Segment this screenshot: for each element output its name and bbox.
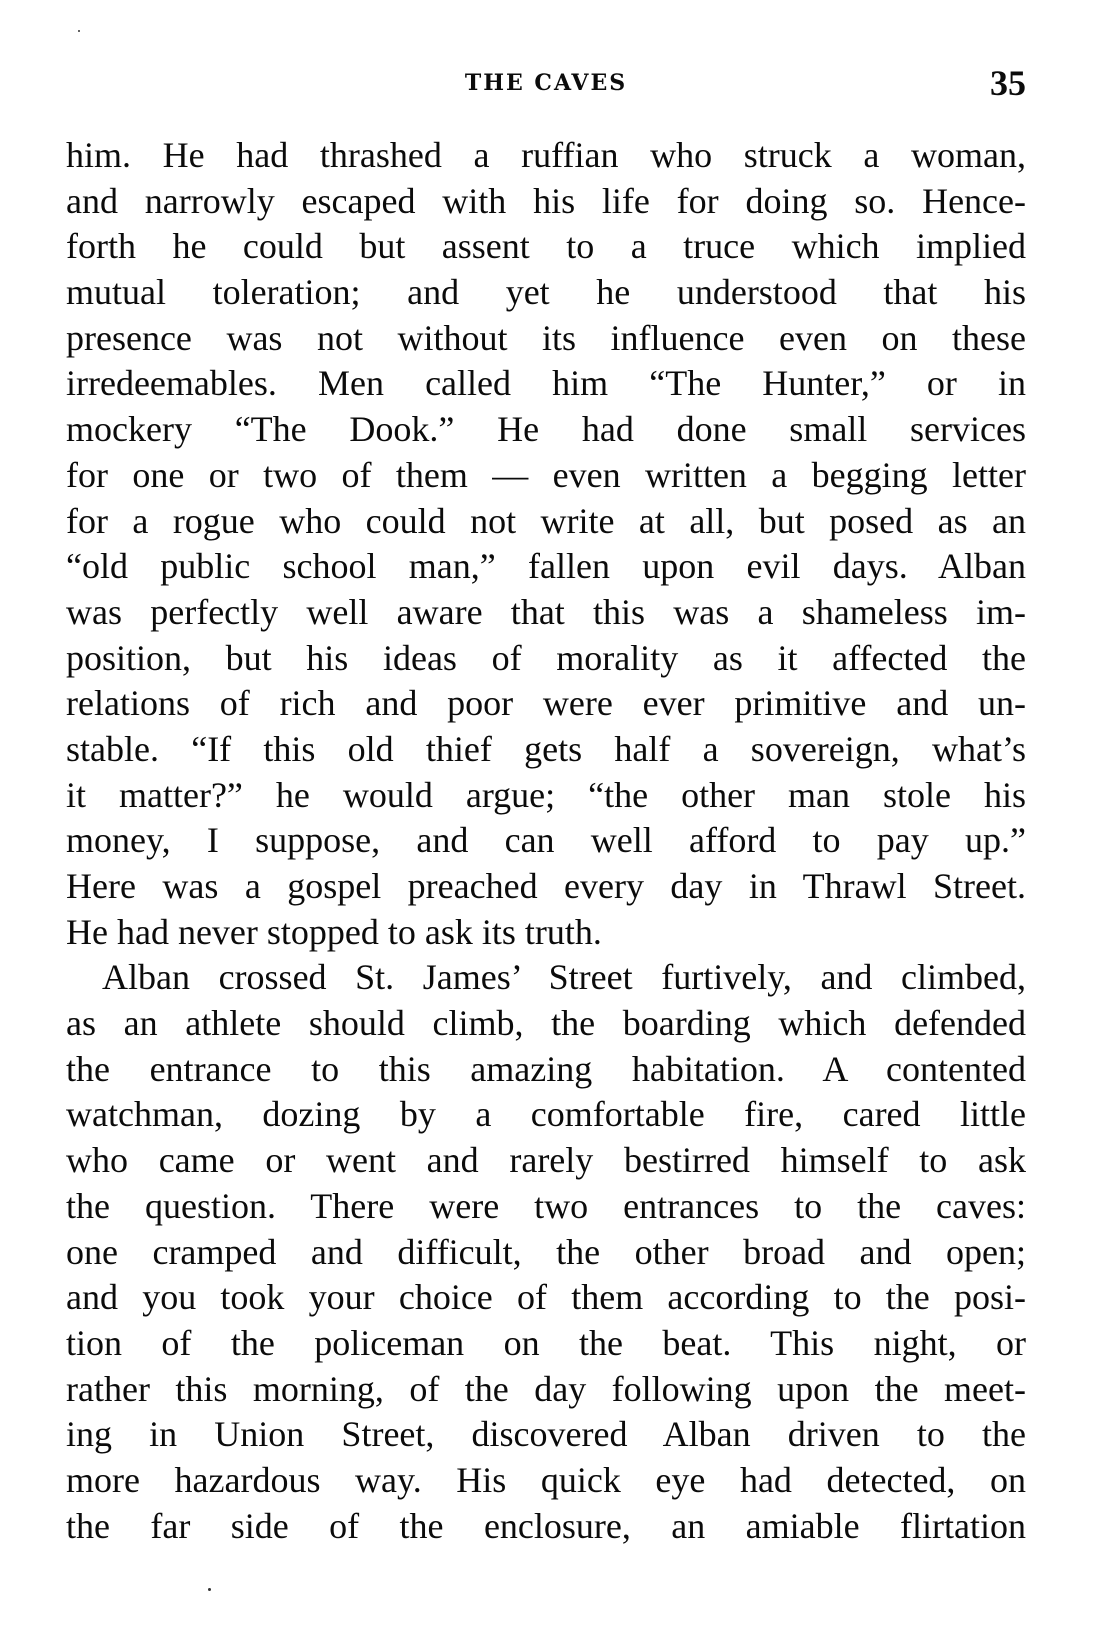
text-line: ing in Union Street, discovered Alban driven to the <box>66 1414 1026 1455</box>
text-line: and you took your choice of them according to the posi- <box>66 1277 1026 1318</box>
text-line: was perfectly well aware that this was a shameless im- <box>66 591 1026 632</box>
text-line: stable. “If this old thief gets half a sovereign, what’s <box>66 728 1026 769</box>
text-line: relations of rich and poor were ever primitive and un- <box>66 683 1026 724</box>
text-line: who came or went and rarely bestirred himself to ask <box>66 1140 1026 1181</box>
text-line: it matter?” he would argue; “the other man stole his <box>66 774 1026 815</box>
text-line: as an athlete should climb, the boarding which defended <box>66 1003 1026 1044</box>
text-line: “old public school man,” fallen upon evil days. Alban <box>66 546 1026 587</box>
text-line: presence was not without its influence even on these <box>66 317 1026 358</box>
text-line: watchman, dozing by a comfortable fire, cared little <box>66 1094 1026 1135</box>
running-title: THE CAVES <box>464 70 628 96</box>
text-line: Here was a gospel preached every day in Thrawl Street. <box>66 866 1026 906</box>
text-line: mutual toleration; and yet he understood that his <box>66 272 1026 313</box>
text-line: He had never stopped to ask its truth. <box>66 911 602 952</box>
running-head <box>66 62 1026 106</box>
text-line: for one or two of them — even written a begging letter <box>66 454 1026 495</box>
body-text <box>66 133 1026 1549</box>
text-line: Alban crossed St. James’ Street furtively, and climbed, <box>102 957 1026 998</box>
text-line: tion of the policeman on the beat. This night, or <box>66 1322 1026 1363</box>
print-speck <box>208 1588 211 1591</box>
text-line: one cramped and difficult, the other broad and open; <box>66 1231 1026 1272</box>
text-line: irredeemables. Men called him “The Hunter,” or in <box>66 363 1026 404</box>
print-speck <box>78 30 80 32</box>
text-line: position, but his ideas of morality as it affected the <box>66 637 1026 678</box>
text-line: the entrance to this amazing habitation. A contented <box>66 1048 1026 1089</box>
text-line: the question. There were two entrances to the caves: <box>66 1185 1026 1226</box>
text-line: the far side of the enclosure, an amiable flirtation <box>66 1505 1026 1546</box>
text-line: for a rogue who could not write at all, but posed as an <box>66 500 1026 541</box>
text-line: rather this morning, of the day following upon the meet- <box>66 1368 1026 1409</box>
text-line: mockery “The Dook.” He had done small services <box>66 409 1026 450</box>
text-line: more hazardous way. His quick eye had detected, on <box>66 1459 1026 1500</box>
text-line: him. He had thrashed a ruffian who struck a woman, <box>66 135 1026 175</box>
text-line: money, I suppose, and can well afford to pay up.” <box>66 820 1026 861</box>
text-line: forth he could but assent to a truce which implied <box>66 226 1026 267</box>
text-line: and narrowly escaped with his life for doing so. Hence- <box>66 180 1026 221</box>
page-number: 35 <box>990 63 1026 103</box>
